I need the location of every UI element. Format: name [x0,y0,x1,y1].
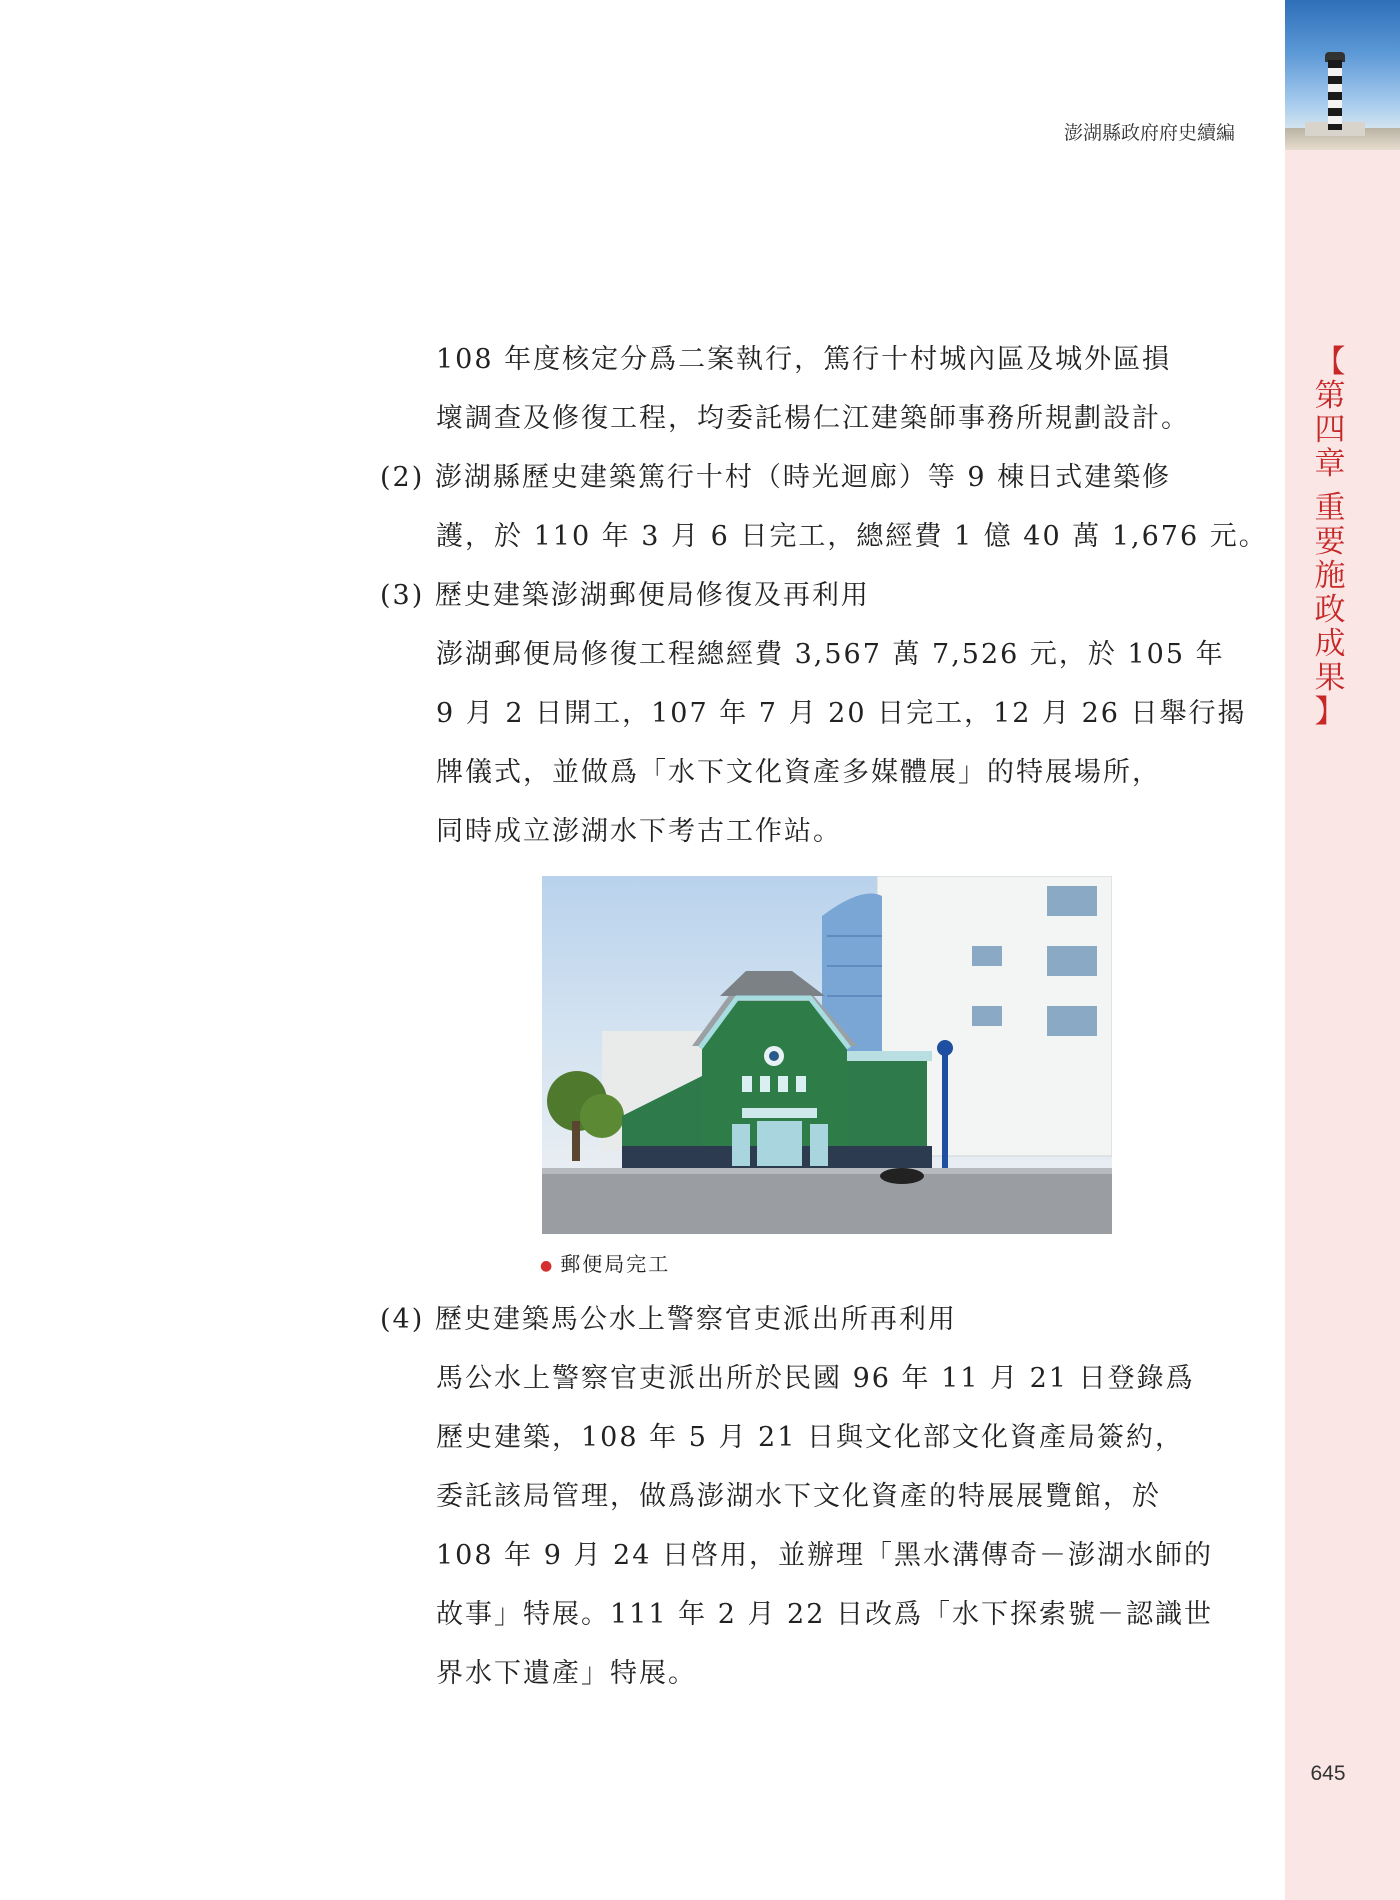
paragraph-line: 故事」特展。111 年 2 月 22 日改爲「水下探索號－認識世 [436,1599,1213,1630]
paragraph-line: 同時成立澎湖水下考古工作站。 [436,816,842,847]
running-header: 澎湖縣政府府史續編 [1063,122,1235,144]
item-3-heading: (3) 歷史建築澎湖郵便局修復及再利用 [380,580,870,611]
paragraph-line: 界水下遺產」特展。 [436,1658,697,1689]
post-office-illustration [542,876,1112,1234]
post-office-photo [542,876,1112,1234]
chapter-tab-char: 章 [1314,446,1346,482]
caption-text: 郵便局完工 [560,1252,671,1276]
chapter-tab-char: 】 [1314,694,1346,730]
chapter-tab-char: 成 [1314,626,1346,662]
chapter-tab-char: 【 [1314,344,1346,380]
paragraph-line: 澎湖郵便局修復工程總經費 3,567 萬 7,526 元，於 105 年 [436,639,1225,670]
paragraph-line: 護，於 110 年 3 月 6 日完工，總經費 1 億 40 萬 1,676 元。 [436,521,1268,552]
chapter-tab-char: 四 [1314,412,1346,448]
chapter-tab-char: 果 [1314,660,1346,696]
paragraph-line: 委託該局管理，做爲澎湖水下文化資產的特展展覽館，於 [436,1481,1161,1512]
paragraph-line: 馬公水上警察官吏派出所於民國 96 年 11 月 21 日登錄爲 [436,1363,1195,1394]
chapter-tab [1310,345,1350,729]
item-2-heading: (2) 澎湖縣歷史建築篤行十村（時光迴廊）等 9 棟日式建築修 [380,462,1172,493]
photo-caption [540,1248,670,1277]
paragraph-line: 歷史建築，108 年 5 月 21 日與文化部文化資產局簽約， [436,1422,1184,1453]
chapter-sidebar [1285,0,1400,1900]
chapter-tab-char: 要 [1314,524,1346,560]
paragraph-line: 108 年度核定分爲二案執行，篤行十村城內區及城外區損 [436,344,1172,375]
bullet-icon: ● [540,1257,555,1274]
chapter-tab-char: 重 [1314,490,1346,526]
chapter-tab-char: 政 [1314,592,1346,628]
paragraph-line: 牌儀式，並做爲「水下文化資產多媒體展」的特展場所， [436,757,1161,788]
page-number: 645 [1310,1762,1346,1785]
chapter-tab-char: 第 [1314,378,1346,414]
paragraph-line: 108 年 9 月 24 日啓用，並辦理「黑水溝傳奇－澎湖水師的 [436,1540,1213,1571]
chapter-tab-char: 施 [1314,558,1346,594]
lighthouse-image [1285,0,1400,150]
paragraph-line: 9 月 2 日開工，107 年 7 月 20 日完工，12 月 26 日舉行揭 [436,698,1247,729]
item-4-heading: (4) 歷史建築馬公水上警察官吏派出所再利用 [380,1304,957,1335]
paragraph-line: 壞調查及修復工程，均委託楊仁江建築師事務所規劃設計。 [436,403,1190,434]
